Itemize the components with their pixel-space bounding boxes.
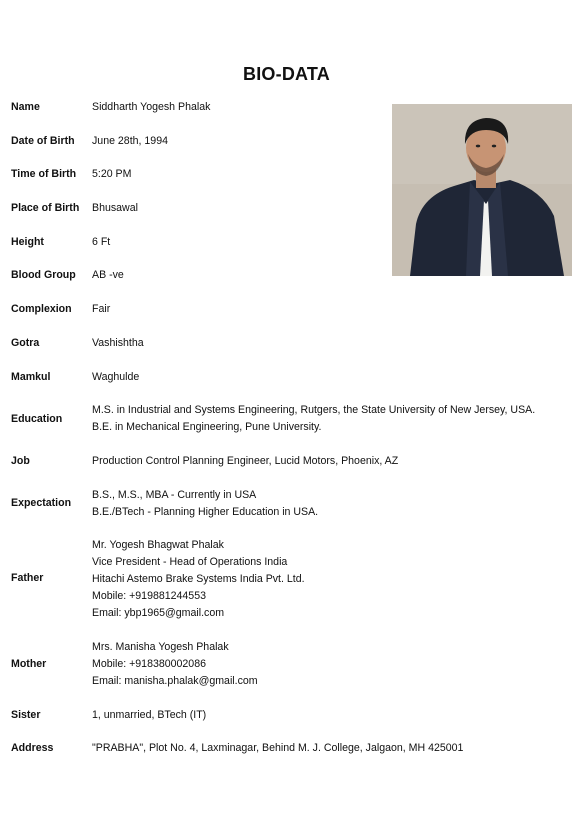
field-label: Job: [11, 455, 30, 467]
field-label: Date of Birth: [11, 135, 75, 147]
field-label: Mother: [11, 658, 47, 670]
mother-line: Email: manisha.phalak@gmail.com: [92, 675, 258, 687]
field-value: "PRABHA", Plot No. 4, Laxminagar, Behind M. J. College, Jalgaon, MH 425001: [92, 742, 464, 754]
field-value: Siddharth Yogesh Phalak: [92, 101, 211, 113]
father-line: Mr. Yogesh Bhagwat Phalak: [92, 539, 224, 551]
page-title: BIO-DATA: [243, 64, 330, 84]
father-line: Mobile: +919881244553: [92, 590, 206, 602]
field-label: Time of Birth: [11, 168, 77, 180]
field-value: Fair: [92, 303, 111, 315]
father-line: Vice President - Head of Operations India: [92, 556, 288, 568]
father-line: Hitachi Astemo Brake Systems India Pvt. Ltd.: [92, 573, 305, 585]
field-value: 5:20 PM: [92, 168, 132, 180]
mother-line: Mobile: +918380002086: [92, 658, 206, 670]
field-label: Height: [11, 236, 44, 248]
field-label: Father: [11, 572, 44, 584]
field-label: Place of Birth: [11, 202, 80, 214]
field-value: [92, 487, 318, 521]
profile-photo: [392, 104, 572, 276]
expectation-line: B.E./BTech - Planning Higher Education in USA.: [92, 506, 319, 518]
field-value: [92, 537, 305, 622]
field-value: Production Control Planning Engineer, Lucid Motors, Phoenix, AZ: [92, 455, 399, 467]
field-label: Address: [11, 742, 54, 754]
father-line: Email: ybp1965@gmail.com: [92, 607, 225, 619]
field-label: Mamkul: [11, 371, 51, 383]
field-label: Gotra: [11, 337, 40, 349]
field-value: 6 Ft: [92, 236, 111, 248]
education-line: B.E. in Mechanical Engineering, Pune University.: [92, 421, 322, 433]
field-value: Vashishtha: [92, 337, 144, 349]
field-value: 1, unmarried, BTech (IT): [92, 709, 207, 721]
field-value: June 28th, 1994: [92, 135, 168, 147]
field-label: Complexion: [11, 303, 72, 315]
field-label: Education: [11, 413, 63, 425]
field-value: AB -ve: [92, 269, 124, 281]
field-label: Sister: [11, 709, 41, 721]
field-value: [92, 402, 535, 436]
field-value: Bhusawal: [92, 202, 138, 214]
education-line: M.S. in Industrial and Systems Engineering, Rutgers, the State University of New Jersey, USA.: [92, 404, 536, 416]
mother-line: Mrs. Manisha Yogesh Phalak: [92, 641, 229, 653]
expectation-line: B.S., M.S., MBA - Currently in USA: [92, 489, 257, 501]
field-label: Name: [11, 101, 40, 113]
field-label: Blood Group: [11, 269, 76, 281]
field-label: Expectation: [11, 497, 72, 509]
person-photo-icon: [392, 104, 572, 276]
field-value: Waghulde: [92, 371, 140, 383]
field-value: [92, 639, 258, 690]
